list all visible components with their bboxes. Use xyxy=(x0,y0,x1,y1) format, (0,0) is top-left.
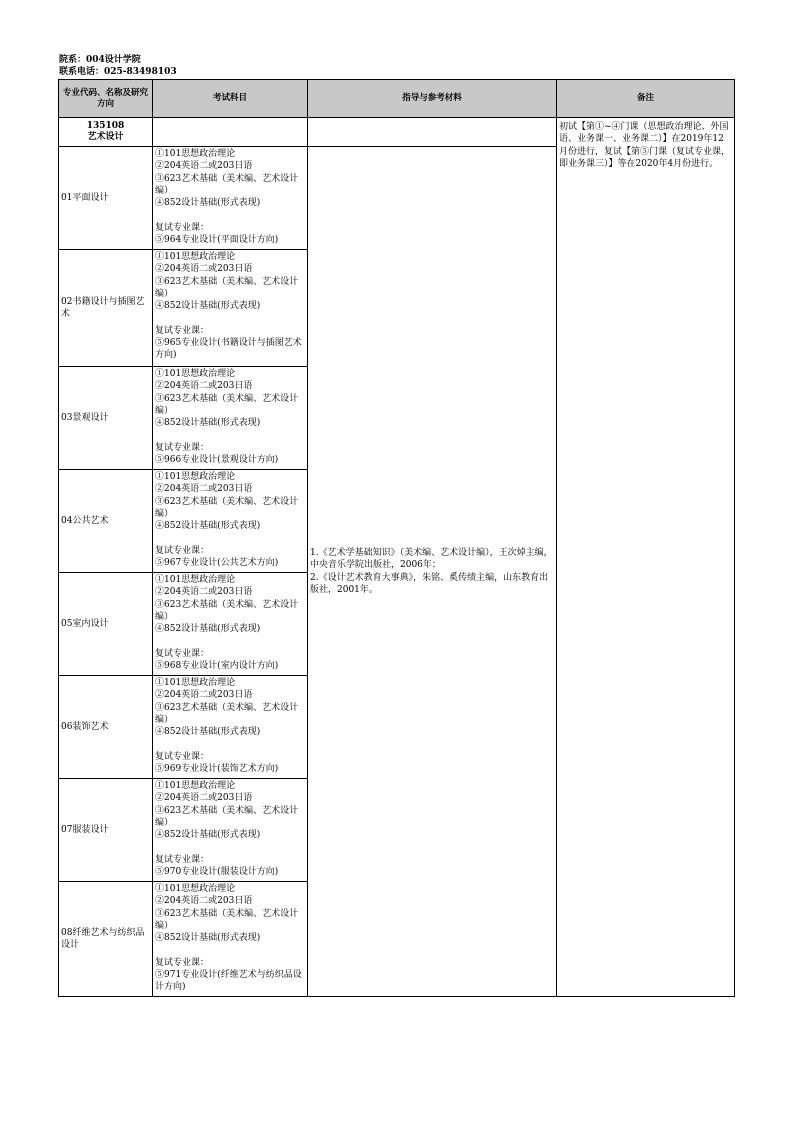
department-label: 院系：004设计学院 xyxy=(59,55,141,65)
retest-subject: ⑤967专业设计(公共艺术方向) xyxy=(155,558,279,569)
subject-spacer xyxy=(155,841,305,853)
subject-spacer xyxy=(155,209,305,221)
subjects-cell xyxy=(153,250,308,367)
subject-item: ②204英语二或203日语 xyxy=(155,587,253,598)
retest-subject: ⑤969专业设计(装饰艺术方向) xyxy=(155,764,279,775)
subject-item: ②204英语二或203日语 xyxy=(155,161,253,172)
subject-item: ④852设计基础(形式表现) xyxy=(155,933,261,944)
references-cell xyxy=(308,147,557,997)
subject-item: ①101思想政治理论 xyxy=(155,252,236,262)
retest-label: 复试专业课： xyxy=(155,545,210,556)
subject-item: ④852设计基础(形式表现) xyxy=(155,418,261,429)
retest-label: 复试专业课： xyxy=(155,222,210,233)
subject-item: ②204英语二或203日语 xyxy=(155,690,253,701)
subject-spacer xyxy=(155,312,305,324)
subject-item: ②204英语二或203日语 xyxy=(155,484,253,495)
reference-item: 2.《设计艺术教育大事典》，朱铭、奚传绩主编，山东教育出版社，2001年。 xyxy=(310,572,549,595)
reference-item: 1.《艺术学基础知识》（美术编、艺术设计编），王次焯主编，中央音乐学院出版社，2006年； xyxy=(310,547,553,571)
direction-name-cell: 04公共艺术 xyxy=(59,470,153,573)
header-references: 指导与参考材料 xyxy=(308,80,557,118)
program-references-cell xyxy=(308,118,557,147)
retest-subject: ⑤970专业设计(服装设计方向) xyxy=(155,867,279,878)
subject-item: ③623艺术基础（美术编、艺术设计编） xyxy=(155,599,299,622)
subject-spacer xyxy=(155,944,305,956)
header-direction: 专业代码、名称及研究方向 xyxy=(59,80,153,118)
direction-name-cell: 06装饰艺术 xyxy=(59,676,153,779)
subject-item: ①101思想政治理论 xyxy=(155,149,236,159)
retest-label: 复试专业课： xyxy=(155,751,210,762)
subject-item: ①101思想政治理论 xyxy=(155,575,236,585)
phone-label: 联系电话：025-83498103 xyxy=(59,67,177,77)
direction-name-cell: 08纤维艺术与纺织品设计 xyxy=(59,882,153,997)
subjects-cell xyxy=(153,676,308,779)
program-subjects-cell xyxy=(153,118,308,147)
subject-item: ①101思想政治理论 xyxy=(155,472,236,482)
subjects-cell xyxy=(153,779,308,882)
subject-item: ①101思想政治理论 xyxy=(155,678,236,688)
subjects-cell xyxy=(153,470,308,573)
program-code: 135108 xyxy=(86,121,125,131)
subject-item: ④852设计基础(形式表现) xyxy=(155,521,261,532)
retest-subject: ⑤964专业设计(平面设计方向) xyxy=(155,235,279,246)
subjects-cell xyxy=(153,882,308,997)
subject-item: ④852设计基础(形式表现) xyxy=(155,830,261,841)
subjects-cell xyxy=(153,147,308,250)
subjects-cell xyxy=(153,573,308,676)
subject-item: ①101思想政治理论 xyxy=(155,884,236,894)
retest-label: 复试专业课： xyxy=(155,957,210,968)
subject-item: ③623艺术基础（美术编、艺术设计编） xyxy=(155,908,299,931)
direction-name-cell: 01平面设计 xyxy=(59,147,153,250)
subject-item: ④852设计基础(形式表现) xyxy=(155,198,261,209)
subject-item: ①101思想政治理论 xyxy=(155,781,236,791)
subject-item: ②204英语二或203日语 xyxy=(155,381,253,392)
retest-label: 复试专业课： xyxy=(155,854,210,865)
subject-item: ③623艺术基础（美术编、艺术设计编） xyxy=(155,496,299,519)
retest-label: 复试专业课： xyxy=(155,648,210,659)
retest-label: 复试专业课： xyxy=(155,442,210,453)
program-name: 艺术设计 xyxy=(87,132,124,142)
direction-name-cell: 02书籍设计与插图艺术 xyxy=(59,250,153,367)
subject-item: ④852设计基础(形式表现) xyxy=(155,624,261,635)
subject-item: ③623艺术基础（美术编、艺术设计编） xyxy=(155,276,299,299)
subject-item: ②204英语二或203日语 xyxy=(155,264,253,275)
program-cell xyxy=(59,118,153,147)
subjects-cell xyxy=(153,367,308,470)
subject-spacer xyxy=(155,738,305,750)
program-row xyxy=(59,118,735,147)
subject-item: ③623艺术基础（美术编、艺术设计编） xyxy=(155,393,299,416)
subject-item: ③623艺术基础（美术编、艺术设计编） xyxy=(155,805,299,828)
subject-item: ②204英语二或203日语 xyxy=(155,896,253,907)
subject-item: ②204英语二或203日语 xyxy=(155,793,253,804)
direction-name-cell: 03景观设计 xyxy=(59,367,153,470)
table-header-row xyxy=(59,80,735,118)
remark-cell: 初试【第①~④门课（思想政治理论、外国语、业务课一、业务课二）】在2019年12月份进行，复试【第⑤门课（复试专业课，即业务课三）】等在2020年4月份进行。 xyxy=(557,118,735,997)
direction-name-cell: 07服装设计 xyxy=(59,779,153,882)
subject-item: ④852设计基础(形式表现) xyxy=(155,301,261,312)
subject-item: ③623艺术基础（美术编、艺术设计编） xyxy=(155,702,299,725)
exam-table xyxy=(58,79,735,997)
retest-subject: ⑤966专业设计(景观设计方向) xyxy=(155,455,279,466)
header-remarks: 备注 xyxy=(557,80,735,118)
subject-spacer xyxy=(155,635,305,647)
direction-name-cell: 05室内设计 xyxy=(59,573,153,676)
header-subjects: 考试科目 xyxy=(153,80,308,118)
retest-subject: ⑤971专业设计(纤维艺术与纺织品设计方向) xyxy=(155,970,302,993)
retest-subject: ⑤965专业设计(书籍设计与插图艺术方向) xyxy=(155,338,302,361)
subject-spacer xyxy=(155,429,305,441)
retest-label: 复试专业课： xyxy=(155,325,210,336)
subject-item: ③623艺术基础（美术编、艺术设计编） xyxy=(155,173,299,196)
subject-item: ①101思想政治理论 xyxy=(155,369,236,379)
subject-spacer xyxy=(155,532,305,544)
subject-item: ④852设计基础(形式表现) xyxy=(155,727,261,738)
retest-subject: ⑤968专业设计(室内设计方向) xyxy=(155,661,279,672)
